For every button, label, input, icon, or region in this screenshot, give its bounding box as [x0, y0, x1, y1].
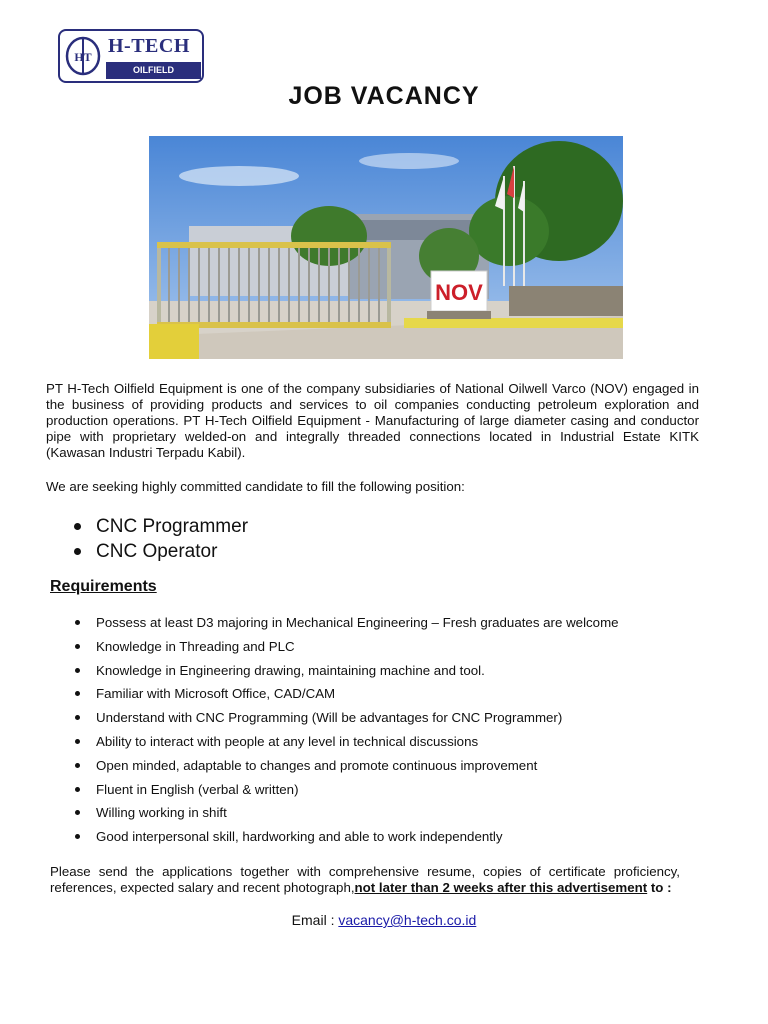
company-logo — [58, 29, 204, 92]
position-list — [72, 514, 248, 564]
logo-emblem-icon — [64, 36, 102, 76]
logo-emblem-text: HT — [74, 50, 92, 64]
requirement-item: Understand with CNC Programming (Will be advantages for CNC Programmer) — [72, 709, 712, 733]
email-link[interactable]: vacancy@h-tech.co.id — [338, 912, 477, 928]
requirement-item: Fluent in English (verbal & written) — [72, 781, 712, 805]
page-title: JOB VACANCY — [288, 82, 480, 110]
nov-sign: NOV — [435, 280, 483, 305]
requirement-item: Ability to interact with people at any level in technical discussions — [72, 733, 712, 757]
requirements-list — [72, 614, 712, 852]
requirement-item: Willing working in shift — [72, 804, 712, 828]
requirement-item: Knowledge in Threading and PLC — [72, 638, 712, 662]
instructions-to: to : — [647, 880, 672, 895]
requirements-heading: Requirements — [50, 578, 157, 595]
requirement-item: Knowledge in Engineering drawing, maintaining machine and tool. — [72, 662, 712, 686]
email-label: Email : — [291, 912, 339, 928]
deadline-text: not later than 2 weeks after this advertisement — [354, 880, 648, 895]
requirement-item: Possess at least D3 majoring in Mechanical Engineering – Fresh graduates are welcome — [72, 614, 712, 638]
email-line — [0, 912, 768, 928]
requirement-item: Familiar with Microsoft Office, CAD/CAM — [72, 685, 712, 709]
position-item: CNC Operator — [72, 539, 248, 564]
application-instructions — [50, 864, 680, 896]
logo-tagline: OILFIELD EQUIPMENT — [106, 62, 201, 79]
requirement-item: Open minded, adaptable to changes and promote continuous improvement — [72, 757, 712, 781]
instructions-text: Please send the applications together with comprehensive resume, copies of certificate proficiency, references, expected salary and recent photograph, — [50, 864, 680, 895]
factory-photo — [149, 136, 623, 359]
seeking-statement: We are seeking highly committed candidate to fill the following position: — [46, 479, 465, 494]
logo-name: H-TECH — [108, 35, 190, 57]
requirement-item: Good interpersonal skill, hardworking and able to work independently — [72, 828, 712, 852]
company-intro: PT H-Tech Oilfield Equipment is one of the company subsidiaries of National Oilwell Varco (NOV) engaged in the business of providing products and services to oil companies conducting petroleum exploration and production operations. PT H-Tech Oilfield Equipment - Manufacturing of large diameter casing and conductor pipe with proprietary welded-on and integrally threaded connections located in Industrial Estate KITK (Kawasan Industri Terpadu Kabil). — [46, 381, 699, 460]
position-item: CNC Programmer — [72, 514, 248, 539]
